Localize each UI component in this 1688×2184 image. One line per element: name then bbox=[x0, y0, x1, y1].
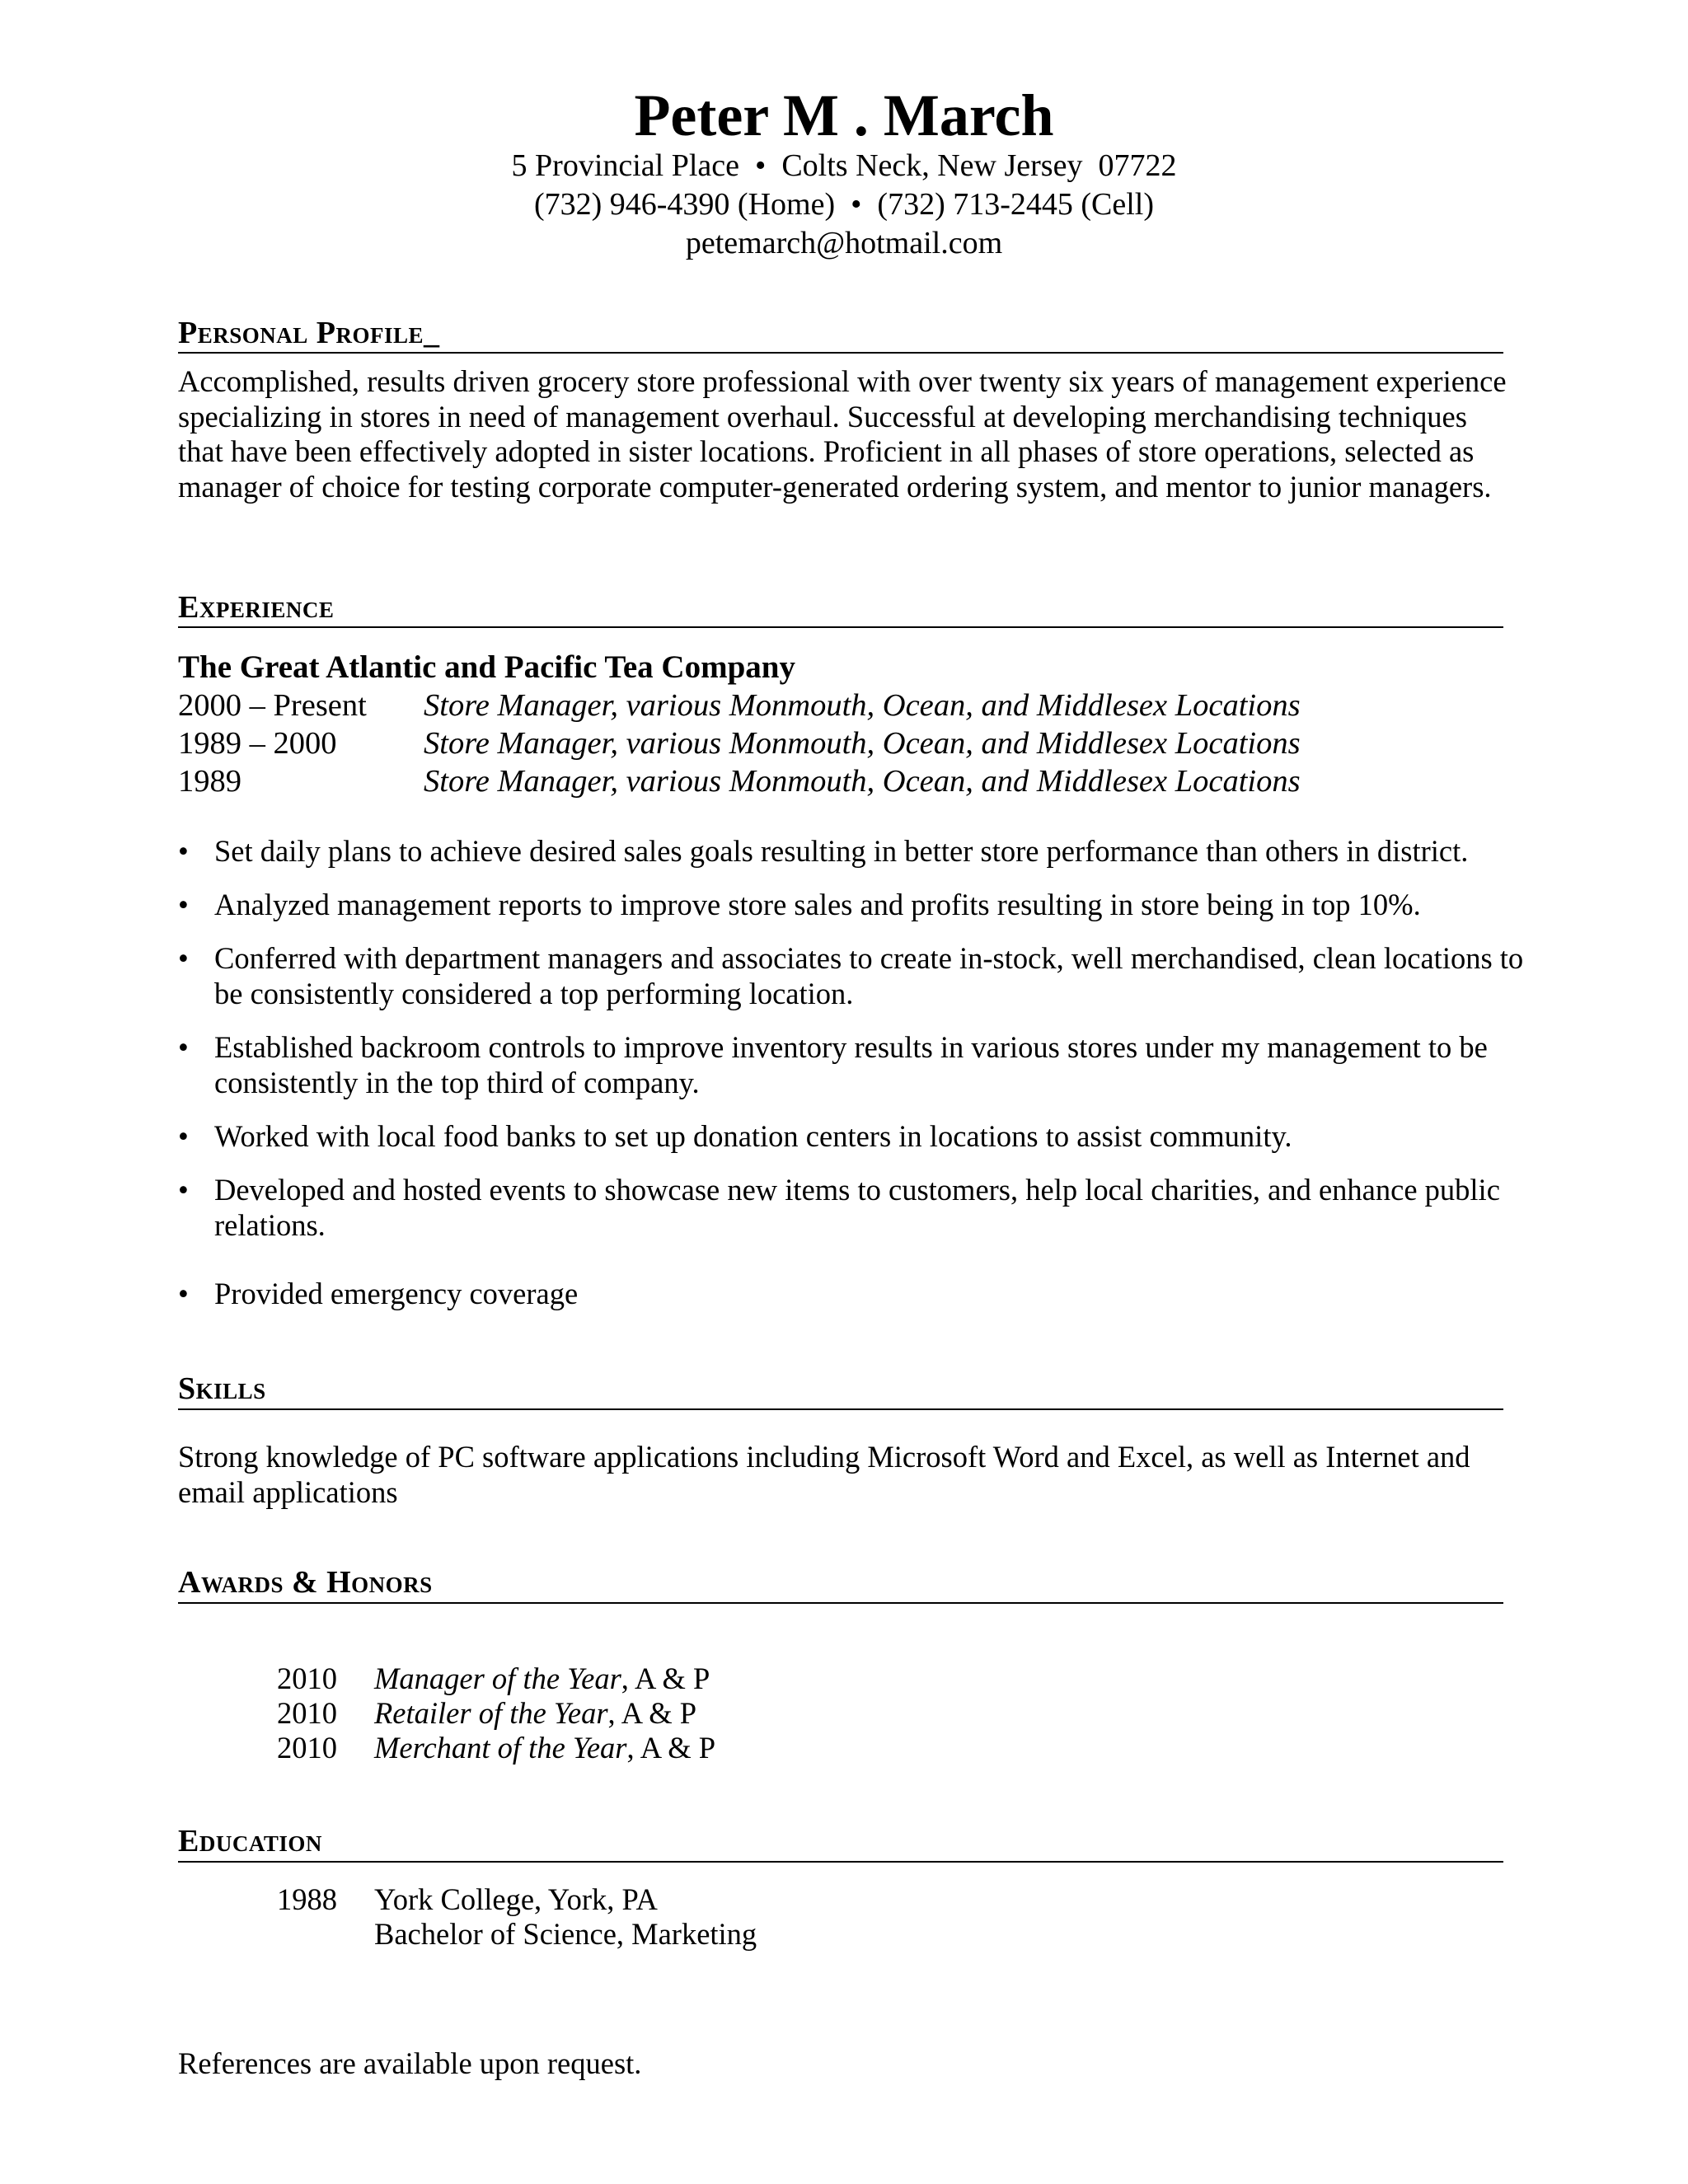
section-title-experience: Experience bbox=[178, 590, 335, 625]
bullet-icon: • bbox=[178, 1277, 189, 1310]
award-year: 2010 bbox=[277, 1731, 337, 1765]
bullet-icon: • bbox=[178, 888, 189, 921]
bullet-icon: • bbox=[178, 1119, 189, 1153]
bullet-text: Set daily plans to achieve desired sales goals resulting in better store performance than others in district. bbox=[214, 834, 1469, 868]
section-divider bbox=[178, 352, 1503, 354]
award-org: , A & P bbox=[607, 1696, 697, 1730]
phone-line: (732) 946-4390 (Home) • (732) 713-2445 (Cell) bbox=[533, 187, 1155, 222]
bullet-icon: • bbox=[178, 834, 189, 868]
section-title-awards: Awards & Honors bbox=[178, 1565, 433, 1600]
applicant-name: Peter M . March bbox=[634, 82, 1054, 148]
bullet-text: Analyzed management reports to improve store sales and profits resulting in store being in top 10%. bbox=[214, 888, 1421, 921]
section-divider bbox=[178, 1408, 1503, 1410]
company-name: The Great Atlantic and Pacific Tea Company bbox=[178, 649, 795, 685]
degree: Bachelor of Science, Marketing bbox=[374, 1917, 757, 1951]
award-org: , A & P bbox=[621, 1661, 710, 1695]
email-line: petemarch@hotmail.com bbox=[685, 226, 1003, 260]
school-name: York College, York, PA bbox=[374, 1882, 658, 1916]
bullet-icon: • bbox=[178, 1173, 189, 1207]
award-title: Manager of the Year bbox=[374, 1661, 621, 1695]
job-dates: 1989 – 2000 bbox=[178, 726, 337, 761]
award-org: , A & P bbox=[626, 1731, 716, 1765]
education-year: 1988 bbox=[277, 1882, 337, 1916]
job-dates: 1989 bbox=[178, 764, 241, 799]
bullet-text: Developed and hosted events to showcase new items to customers, help local charities, and enhance public relations. bbox=[214, 1173, 1500, 1242]
job-title: Store Manager, various Monmouth, Ocean, and Middlesex Locations bbox=[424, 688, 1301, 723]
bullet-icon: • bbox=[178, 1030, 189, 1064]
bullet-icon: • bbox=[178, 941, 189, 975]
section-title-education: Education bbox=[178, 1824, 322, 1858]
job-title: Store Manager, various Monmouth, Ocean, and Middlesex Locations bbox=[424, 764, 1301, 799]
award-title: Retailer of the Year bbox=[374, 1696, 608, 1730]
job-dates: 2000 – Present bbox=[178, 688, 367, 723]
references-note: References are available upon request. bbox=[178, 2046, 642, 2080]
section-divider bbox=[178, 1602, 1503, 1604]
section-title-skills: Skills bbox=[178, 1371, 266, 1406]
job-title: Store Manager, various Monmouth, Ocean, and Middlesex Locations bbox=[424, 726, 1301, 761]
section-divider bbox=[178, 626, 1503, 628]
bullet-text: Conferred with department managers and associates to create in-stock, well merchandised, clean locations to be consistently considered a top performing location. bbox=[214, 941, 1524, 1010]
bullet-text: Provided emergency coverage bbox=[214, 1277, 579, 1310]
award-title: Merchant of the Year bbox=[374, 1731, 627, 1765]
section-title-profile: Personal Profile_ bbox=[178, 316, 440, 350]
award-year: 2010 bbox=[277, 1696, 337, 1730]
address-line: 5 Provincial Place • Colts Neck, New Jersey 07722 bbox=[511, 148, 1177, 183]
profile-text: Accomplished, results driven grocery store professional with over twenty six years of management experience specializing in stores in need of management overhaul. Successful at developing merchandising techniques that have been effectively adopted in sister locations. Proficient in all phases of store operations, selected as manager of choice for testing corporate computer-generated ordering system, and mentor to junior managers. bbox=[178, 364, 1507, 504]
award-year: 2010 bbox=[277, 1661, 337, 1695]
skills-text: Strong knowledge of PC software applications including Microsoft Word and Excel, as well as Internet and email applications bbox=[178, 1440, 1470, 1509]
bullet-text: Worked with local food banks to set up donation centers in locations to assist community. bbox=[214, 1119, 1292, 1153]
bullet-text: Established backroom controls to improve inventory results in various stores under my management to be consistently in the top third of company. bbox=[214, 1030, 1488, 1099]
section-divider bbox=[178, 1861, 1503, 1863]
